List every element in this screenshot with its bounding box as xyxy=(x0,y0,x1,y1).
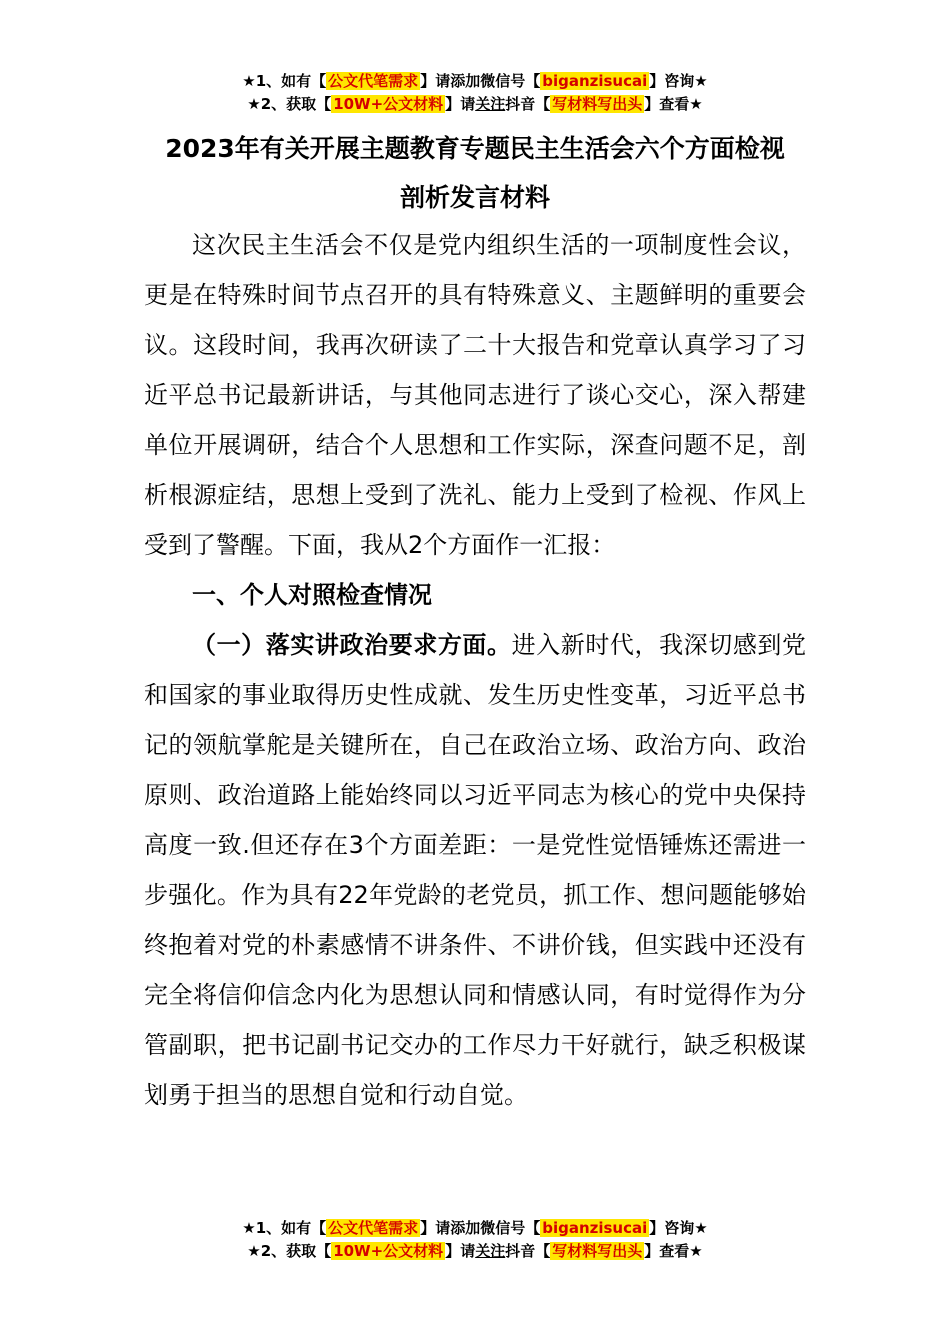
header-banner xyxy=(0,70,950,116)
banner-text: 】咨询★ xyxy=(649,1219,708,1237)
title-line-1: 2023年有关开展主题教育专题民主生活会六个方面检视 xyxy=(165,134,785,163)
title-line-2: 剖析发言材料 xyxy=(399,183,550,212)
highlight-text: 公文代笔需求 xyxy=(328,72,419,90)
banner-text: 】查看★ xyxy=(644,1242,703,1260)
banner-text: 】咨询★ xyxy=(649,72,708,90)
banner-text: 】请添加微信号【 xyxy=(420,72,541,90)
douyin-id: 写材料写出头 xyxy=(552,95,643,113)
paragraph-text: 进入新时代，我深切感到党和国家的事业取得历史性成就、发生历史性变革，习近平总书记的领航掌舵是关键所在，自己在政治立场、政治方向、政治原则、政治道路上能始终同以习近平同志为核心的党中央保持高度一致.但还存在3个方面差距：一是党性觉悟锤炼还需进一步强化。作为具有22年党龄的老党员，抓工作、想问题能够始终抱着对党的朴素感情不讲条件、不讲价钱，但实践中还没有完全将信仰信念内化为思想认同和情感认同，有时觉得作为分管副职，把书记副书记交办的工作尽力干好就行，缺乏积极谋划勇于担当的思想自觉和行动自觉。 xyxy=(144,631,807,1109)
document-title xyxy=(0,124,950,222)
underlined-text: 关注 xyxy=(475,95,506,113)
highlight-text: 10W+公文材料 xyxy=(333,95,444,113)
banner-text: ★1、如有【 xyxy=(242,72,327,90)
banner-text: ★2、获取【 xyxy=(247,1242,332,1260)
highlight-text: 10W+公文材料 xyxy=(333,1242,444,1260)
banner-line-2 xyxy=(0,1240,950,1263)
underlined-text: 关注 xyxy=(475,1242,506,1260)
banner-text: 】请 xyxy=(445,1242,476,1260)
banner-text: ★2、获取【 xyxy=(247,95,332,113)
douyin-id: 写材料写出头 xyxy=(552,1242,643,1260)
wechat-id: biganzisucai xyxy=(542,1219,648,1237)
section-heading: 一、个人对照检查情况 xyxy=(192,581,432,609)
banner-line-1 xyxy=(0,1217,950,1240)
banner-text: 】查看★ xyxy=(644,95,703,113)
section-paragraph xyxy=(144,620,806,1120)
banner-text: 抖音【 xyxy=(505,1242,551,1260)
banner-line-1 xyxy=(0,70,950,93)
highlight-text: 公文代笔需求 xyxy=(328,1219,419,1237)
banner-text: 】请添加微信号【 xyxy=(420,1219,541,1237)
intro-paragraph: 这次民主生活会不仅是党内组织生活的一项制度性会议，更是在特殊时间节点召开的具有特殊意义、主题鲜明的重要会议。这段时间，我再次研读了二十大报告和党章认真学习了习近平总书记最新讲话，与其他同志进行了谈心交心，深入帮建单位开展调研，结合个人思想和工作实际，深查问题不足，剖析根源症结，思想上受到了洗礼、能力上受到了检视、作风上受到了警醒。下面，我从2个方面作一汇报： xyxy=(144,231,806,559)
subsection-heading: （一）落实讲政治要求方面。 xyxy=(192,631,512,659)
banner-text: ★1、如有【 xyxy=(242,1219,327,1237)
document-body xyxy=(144,220,806,1120)
banner-text: 】请 xyxy=(445,95,476,113)
footer-banner xyxy=(0,1217,950,1263)
wechat-id: biganzisucai xyxy=(542,72,648,90)
banner-text: 抖音【 xyxy=(505,95,551,113)
banner-line-2 xyxy=(0,93,950,116)
